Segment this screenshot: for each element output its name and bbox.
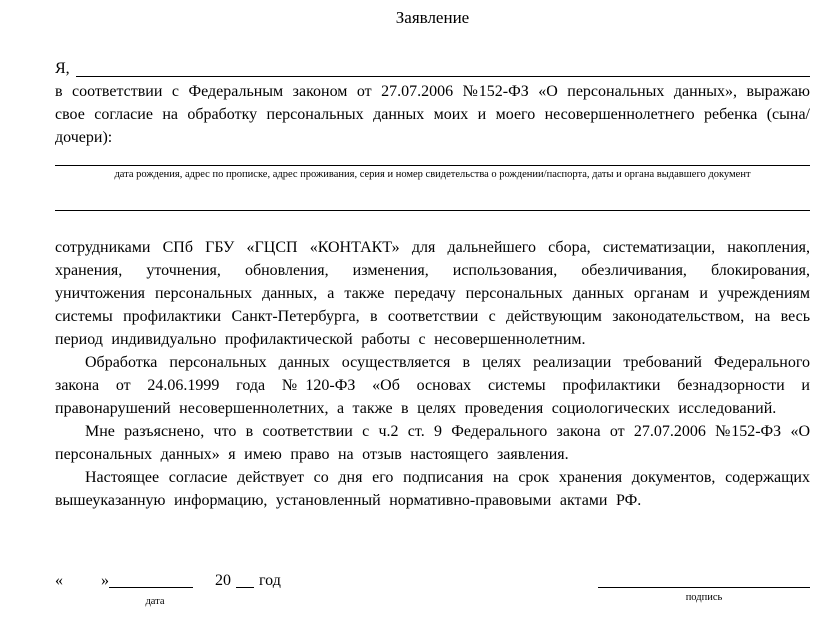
signature-field: [598, 569, 810, 604]
year-prefix: 20: [215, 572, 231, 589]
child-info-blank-line-2: [55, 210, 810, 211]
child-info-caption: дата рождения, адрес по прописке, адрес проживания, серия и номер свидетельства о рождении/паспорта, даты и органа выдавшего документ: [114, 169, 751, 180]
processing-purpose-paragraph: Обработка персональных данных осуществляется в целях реализации требований Федерального закона от 24.06.1999 года №120-ФЗ «Об основах системы профилактики безнадзорности и правонарушений несовершеннолетних, а также в целях проведения социологических исследований.: [55, 354, 810, 417]
date-caption: дата: [145, 596, 165, 607]
year-label: год: [259, 572, 281, 589]
document-body: [55, 236, 810, 512]
open-quote: «: [55, 572, 63, 589]
withdrawal-right-paragraph: Мне разъяснено, что в соответствии с ч.2 ст. 9 Федерального закона от 27.07.2006 №152-ФЗ «О персональных данных» я имею право на отзыв настоящего заявления.: [55, 423, 810, 463]
child-info-blank-line-1: [55, 165, 810, 166]
applicant-line: [55, 57, 810, 80]
signature-caption: подпись: [685, 592, 723, 603]
date-field: [55, 569, 281, 608]
signature-footer: [55, 569, 810, 608]
child-info-section: [55, 165, 810, 211]
validity-paragraph: Настоящее согласие действует со дня его подписания на срок хранения документов, содержащих вышеуказанную информацию, установленный нормативно-правовыми актами РФ.: [55, 469, 810, 509]
document-title: Заявление: [395, 8, 470, 27]
consent-intro-paragraph: в соответствии с Федеральным законом от 27.07.2006 №152-ФЗ «О персональных данных», выражаю свое согласие на обработку персональных данных моих и моего несовершеннолетнего ребенка (сына/дочери):: [55, 83, 810, 146]
applicant-pronoun: Я,: [55, 60, 70, 77]
month-blank: [109, 569, 193, 588]
year-blank: [236, 569, 254, 588]
applicant-name-blank: [76, 57, 810, 77]
data-processing-paragraph: сотрудниками СПб ГБУ «ГЦСП «КОНТАКТ» для дальнейшего сбора, систематизации, накопления, хранения, уточнения, обновления, изменения, использования, обезличивания, блокирования, уничтожения персональных данных, а также передачу персональных данных органам и учреждениям системы профилактики Санкт-Петербурга, в соответствии с действующим законодательством, на весь период индивидуально профилактической работы с несовершеннолетним.: [55, 239, 810, 348]
signature-blank: [598, 569, 810, 588]
close-quote: »: [101, 572, 109, 589]
